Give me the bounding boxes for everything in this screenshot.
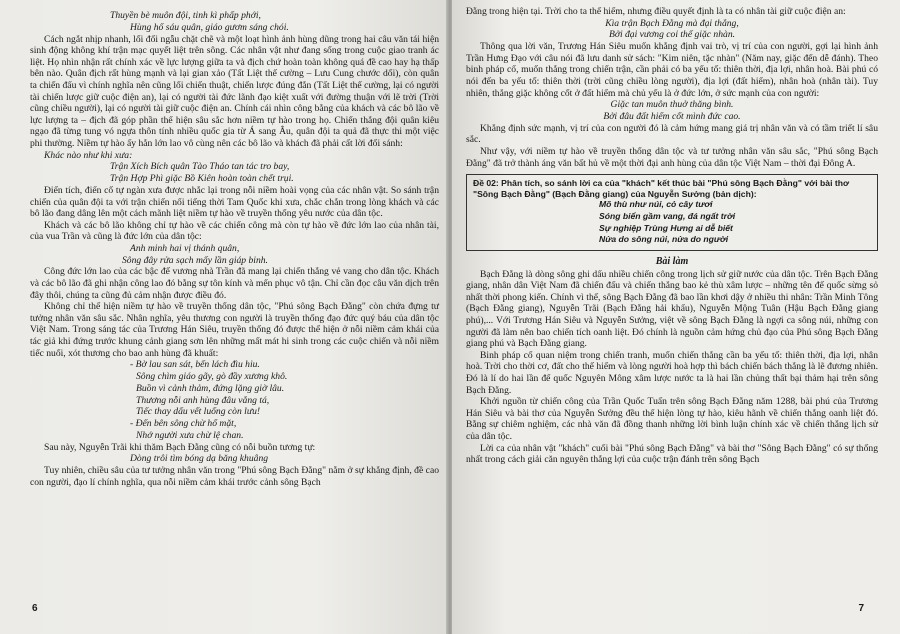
poem-line: Sóng biển gầm vang, đá ngất trời (599, 210, 736, 221)
paragraph: Lời ca của nhân vật "khách" cuối bài "Phú sông Bạch Đằng" và bài thơ "Sông Bạch Đằng" có sự thống nhất trong cách giải căn nguyên thắng lợi của cuộc trận đánh trên sông Bạch (466, 442, 878, 466)
paragraph: Tuy nhiên, chiều sâu của tư tưởng nhân văn trong "Phú sông Bạch Đằng" nằm ở sự khẳng định, đề cao con người, đạo lí chính nghĩa, qua nỗi niềm cảm khái trước cảnh sông Bạch (30, 465, 439, 488)
poem-line: Sự nghiệp Trùng Hưng ai dễ biết (599, 222, 733, 233)
paragraph: Công đức lớn lao của các bậc đế vương nhà Trần đã mang lại chiến thắng vẻ vang cho dân tộc. Khách và các bô lão đã ghi nhận công lao đó bằng sự tôn kính và mến phục vô tận. Chỉ cần đọc câu văn dịch trên đây thôi, chúng ta cũng đủ cảm nhận được điều đó. (30, 266, 439, 301)
exercise-box (466, 174, 878, 251)
paragraph: Đằng trong hiện tại. Trời cho ta thế hiểm, nhưng điều quyết định là ta có nhân tài giữ cuộc điện an: (466, 6, 846, 17)
paragraph: Sau này, Nguyễn Trãi khi thăm Bạch Đằng cũng có nỗi buồn tương tự: (44, 441, 316, 453)
verse-line: Thuyền bè muôn đội, tinh kì phấp phới, (110, 10, 261, 21)
verse-line: Kìa trận Bạch Đằng mà đại thắng, (605, 17, 739, 29)
verse-line: - Bờ lau san sát, bến lách đìu hiu. (130, 359, 260, 371)
exercise-question: Đề 02: Phân tích, so sánh lời ca của "khách" kết thúc bài "Phú sông Bạch Đằng" với bài thơ "Sông Bạch Đằng" (Bạch Đằng giang) của Nguyễn Sưởng (bản dịch): (473, 178, 850, 199)
section-heading: Bài làm (655, 255, 689, 267)
verse-line: Trận Hợp Phì giặc Bồ Kiên hoàn toàn chết trụi. (110, 173, 294, 185)
page-number: 6 (32, 603, 38, 614)
verse-line: Tiếc thay dấu vết luống còn lưu! (136, 406, 261, 418)
page-number: 7 (858, 603, 864, 614)
verse-lead: Khác nào như khi xưa: (44, 149, 133, 161)
poem-line: Mõ thù như núi, cỏ cây tươi (599, 199, 713, 210)
verse-line: Buồn vì cảnh thảm, đứng lặng giờ lâu. (136, 382, 285, 394)
paragraph: Như vậy, với niềm tự hào về truyền thống dân tộc và tư tưởng nhân văn sâu sắc, "Phú sông Bạch Đằng" đã trở thành áng văn bất hủ về một thời đại anh hùng của dân tộc Việt Nam – thời đại Đông A. (466, 145, 878, 169)
verse-line: Trận Xích Bích quân Tào Tháo tan tác tro bay, (110, 161, 290, 173)
poem-line: Nửa do sông núi, nửa do người (599, 234, 729, 245)
paragraph: Khởi nguồn từ chiến công của Trần Quốc Tuấn trên sông Bạch Đằng năm 1288, bài phú của Trương Hán Siêu và bài thơ của Nguyễn Sưởng đều thể hiện lòng tự hào, kiêu hãnh về chiến thắng oanh liệt đó. Bằng sự chiêm nghiệm, các nhà văn đã đồng thanh những lời bình luận chính xác về chiến thắng lịch sử của dân tộc. (466, 396, 878, 442)
left-page (0, 0, 449, 634)
right-page (452, 0, 900, 634)
verse-line: Bởi đại vương coi thế giặc nhàn. (608, 29, 736, 41)
verse-line: Anh minh hai vị thánh quân, (130, 242, 240, 254)
verse-line: Thương nỗi anh hùng đâu vắng tá, (136, 394, 270, 406)
paragraph: Thông qua lời văn, Trương Hán Siêu muốn khẳng định vai trò, vị trí của con người, gợi lại hình ảnh Trần Hưng Đạo với câu nói đã lưu danh sử sách: "Kim niên, tặc nhàn" (Năm nay, giặc đến dễ đánh). Theo binh pháp cổ, muốn thắng trong chiến trận, cần phải có ba yếu tố: thiên thời, địa lợi, nhân hoà. Bài phú có nói đến ba yếu tố: thiên thời (trời cũng chiều lòng người), địa lợi (đất hiểm), nhân hoà (nhân tài). Tuy nhiên, thắng giặc không cốt ở đất hiểm mà chủ yếu là ở đức lớn, ở sức mạnh của con người: (466, 41, 878, 99)
paragraph: Cách ngắt nhịp nhanh, lối đối ngẫu chặt chẽ và một loạt hình ảnh hùng dũng trong hai câu văn tái hiện sinh động không khí trận mạc quyết liệt trên sông. Các nhân vật như đang sống trong cuộc giao tranh ác liệt. Họ nhìn nhận rất chính xác về lực lượng giữa ta và địch chứ hoàn toàn không quá đề cao hay hạ thấp bên nào. Quân địch rất hùng mạnh và lại gian xảo (Tất Liệt thế cường – Lưu Cung chước dối), còn quân ta chiến đấu vì chính nghĩa nên cũng lối chiến thuật, chiến lược đúng đắn (Tất Liệt thế cường, lại có người tài chiến lược giữ cuộc điện an), lại có người tài đức lãnh đạo kiệt xuất với đường thuận với lẽ trời (Trời cũng chiều người), lại có người tài giữ cuộc điện an. Chính cái nhìn công bằng của khách và các bô lão về lực lượng ta – địch đã góp phần thể hiện sâu sắc hơn niềm tự hào trong họ. Chiến thắng đội quân kiêu ngạo đã từng tung vó ngựa thôn tính nhiều quốc gia từ Á sang Âu, quân đội ta quả đã thực thi một việc phi thường. Niềm tự hào ấy hẳn lớn lao vô cùng nên các bô lão và khách đã phải cất lời đối sánh: (30, 33, 439, 149)
paragraph: Khẳng định sức mạnh, vị trí của con người đó là cảm hứng mang giá trị nhân văn và có tầm triết lí sâu sắc. (466, 122, 878, 146)
verse-line: Sông chìm giáo gãy, gò đầy xương khô. (136, 371, 288, 383)
intro-verse (30, 10, 439, 34)
verse-line: Sông đây rửa sạch mấy lần giáp binh. (122, 254, 268, 266)
verse-line: Giặc tan muôn thuở thăng bình. (610, 99, 734, 111)
verse-line: Nhớ người xưa chừ lệ chan. (136, 430, 244, 442)
verse-line: - Đến bên sông chừ hổ mặt, (130, 418, 237, 430)
paragraph: Khách và các bô lão không chỉ tự hào về các chiến công mà còn tự hào về đức lớn lao của nhân tài, của vua Trần và cũng là đức lớn của dân tộc: (30, 219, 439, 243)
paragraph: Bạch Đằng là dòng sông ghi dấu nhiều chiến công trong lịch sử giữ nước của dân tộc. Trên Bạch Đằng giang, nhân dân Việt Nam đã chiến đấu và chiến thắng bao kẻ thù xâm lược – những tên đế quốc sừng sỏ nhất thời phong kiến. Chính vì thế, sông Bạch Đằng đã bao lần khơi dậy ở nhiều thi nhân: Trần Minh Tông (Bạch Đằng giang), Nguyễn Trãi (Bạch Đằng hải khẩu), Nguyễn Mộng Tuân (Hậu Bạch Đằng giang phú),... Với Trương Hán Siêu và Nguyễn Sưởng, việt về sông Bạch Đằng là ngợi ca sông núi, những con người đã làm nên bao chiến tích oanh liệt. Đó chính là nguồn cảm hứng chủ đạo của Phú sông Bạch Đằng giang phú và Bạch Đằng giang. (466, 268, 878, 350)
verse-line: Bởi đâu đất hiểm cốt mình đức cao. (603, 110, 741, 122)
verse-block (30, 359, 439, 442)
paragraph: Binh pháp cổ quan niệm trong chiến tranh, muốn chiến thắng cần ba yếu tố: thiên thời, địa lợi, nhân hoà. Trời cho thời cơ, đất cho thế hiểm và lòng người hoà hợp thì bách chiến bách thắng là lẽ đương nhiên. Đó là lí do hai lần để quốc Nguyên Mông xâm lược nước ta là hai lần chủng thất bại thảm hại trên sông Bạch Đằng. (466, 349, 878, 396)
paragraph: Không chỉ thể hiện niềm tự hào về truyền thống dân tộc, "Phú sông Bạch Đằng" còn chứa đựng tư tưởng nhân văn sâu sắc. Nhân nghĩa, yêu thương con người là truyền thống đạo đức quý báu của dân tộc Việt Nam. Trong sáng tác của Trương Hán Siêu, truyền thống đó được thể hiện ở nỗi niềm cảm khái của tác giả khi đứng trước khung cảnh giang sơn lên những mất mát hi sinh trong các cuộc chiến và nỗi niềm tiếc nuối, xót thương cho bao anh hùng đã khuất: (30, 301, 439, 359)
verse-line: Hùng hổ sáu quân, giáo gươm sáng chói. (130, 21, 289, 33)
paragraph: Điển tích, điển cố tự ngàn xưa được nhắc lại trong nỗi niềm hoài vọng của các nhân vật. So sánh trận chiến của quân đội ta với trận chiến nổi tiếng thời Tam Quốc khi xưa, chắc chắn trong lòng khách và các bô lão đang dâng lên một cách mãnh liệt niềm tự hào về truyền thống yêu nước của dân tộc. (30, 184, 439, 220)
verse-line: Dòng trôi tìm bóng dạ băng khuâng (130, 453, 269, 465)
